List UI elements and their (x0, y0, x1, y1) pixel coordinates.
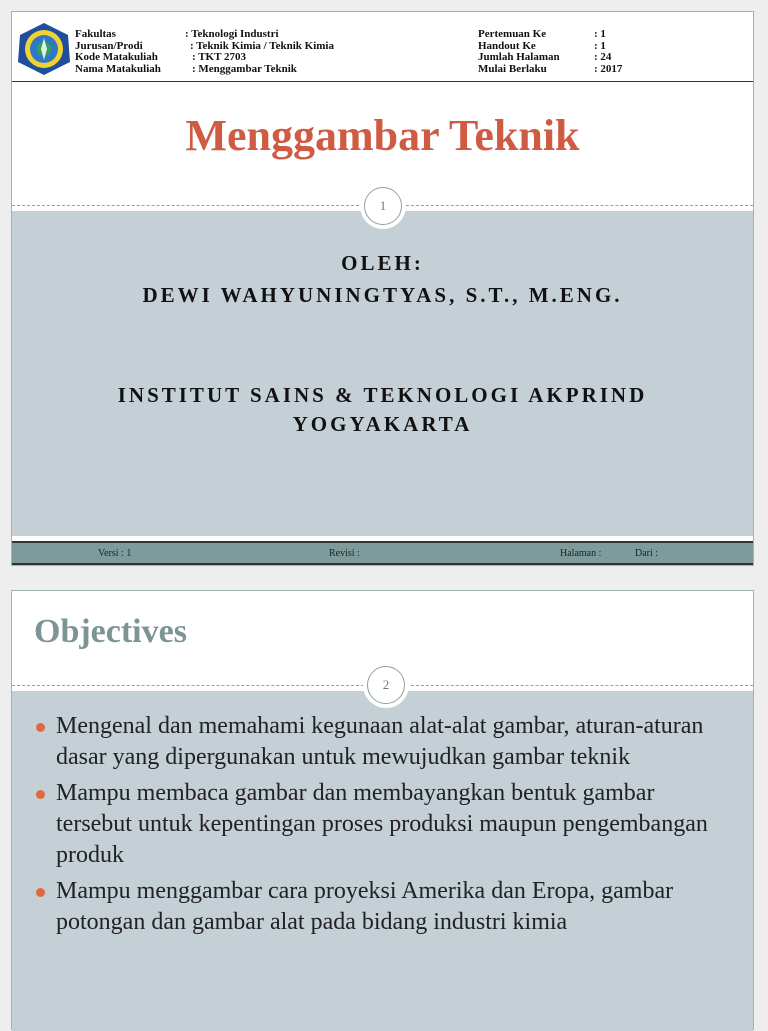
oleh-label: OLEH: (341, 251, 424, 275)
author-name: DEWI WAHYUNINGTYAS, S.T., M.ENG. (142, 283, 623, 307)
content-band (12, 211, 753, 536)
header-label-fakultas: Fakultas (75, 28, 116, 40)
header-value-nama: : Menggambar Teknik (192, 63, 297, 75)
slide-2 (11, 590, 754, 1030)
list-item-text: Mampu membaca gambar dan membayangkan bentuk gambar tersebut untuk kepentingan proses produksi maupun pengembangan produk (56, 780, 708, 868)
handout-header (12, 12, 753, 82)
bullet-dot-icon (36, 723, 45, 732)
header-value-jumlah: : 24 (594, 51, 612, 63)
institution-line-1: INSTITUT SAINS & TEKNOLOGI AKPRIND (117, 383, 648, 407)
list-item-text: Mengenal dan memahami kegunaan alat-alat gambar, aturan-aturan dasar yang dipergunakan untuk mewujudkan gambar teknik (56, 713, 704, 770)
slide-1 (11, 11, 754, 566)
list-item (34, 778, 734, 871)
header-value-fakultas: : Teknologi Industri (185, 28, 279, 40)
institution-line-2: YOGYAKARTA (292, 412, 473, 436)
university-logo-icon (17, 22, 71, 76)
list-item (34, 711, 734, 773)
objectives-title: Objectives (34, 613, 187, 650)
slide-title: Menggambar Teknik (185, 111, 580, 160)
header-value-kode: : TKT 2703 (192, 51, 246, 63)
slide-number-badge: 2 (367, 666, 405, 704)
header-label-kode: Kode Matakuliah (75, 51, 158, 63)
list-item-text: Mampu menggambar cara proyeksi Amerika dan Eropa, gambar potongan dan gambar alat pada bidang industri kimia (56, 878, 674, 935)
bullet-dot-icon (36, 790, 45, 799)
footer-dari: Dari : (635, 548, 659, 559)
slide-number-badge: 1 (364, 187, 402, 225)
footer-halaman: Halaman : (560, 548, 602, 559)
footer-versi: Versi : 1 (98, 548, 132, 559)
header-label-mulai: Mulai Berlaku (478, 63, 547, 75)
header-label-jurusan: Jurusan/Prodi (75, 40, 143, 52)
header-label-pertemuan: Pertemuan Ke (478, 28, 547, 40)
header-value-handout: : 1 (594, 40, 606, 52)
list-item (34, 876, 734, 938)
handout-footer (12, 541, 753, 565)
bullet-dot-icon (36, 888, 45, 897)
footer-revisi: Revisi : (329, 548, 360, 559)
header-label-handout: Handout Ke (478, 40, 536, 52)
header-label-nama: Nama Matakuliah (75, 63, 161, 75)
header-value-mulai: : 2017 (594, 63, 623, 75)
header-value-jurusan: : Teknik Kimia / Teknik Kimia (190, 40, 334, 52)
header-value-pertemuan: : 1 (594, 28, 606, 40)
objectives-list (34, 711, 734, 943)
header-label-jumlah: Jumlah Halaman (478, 51, 560, 63)
